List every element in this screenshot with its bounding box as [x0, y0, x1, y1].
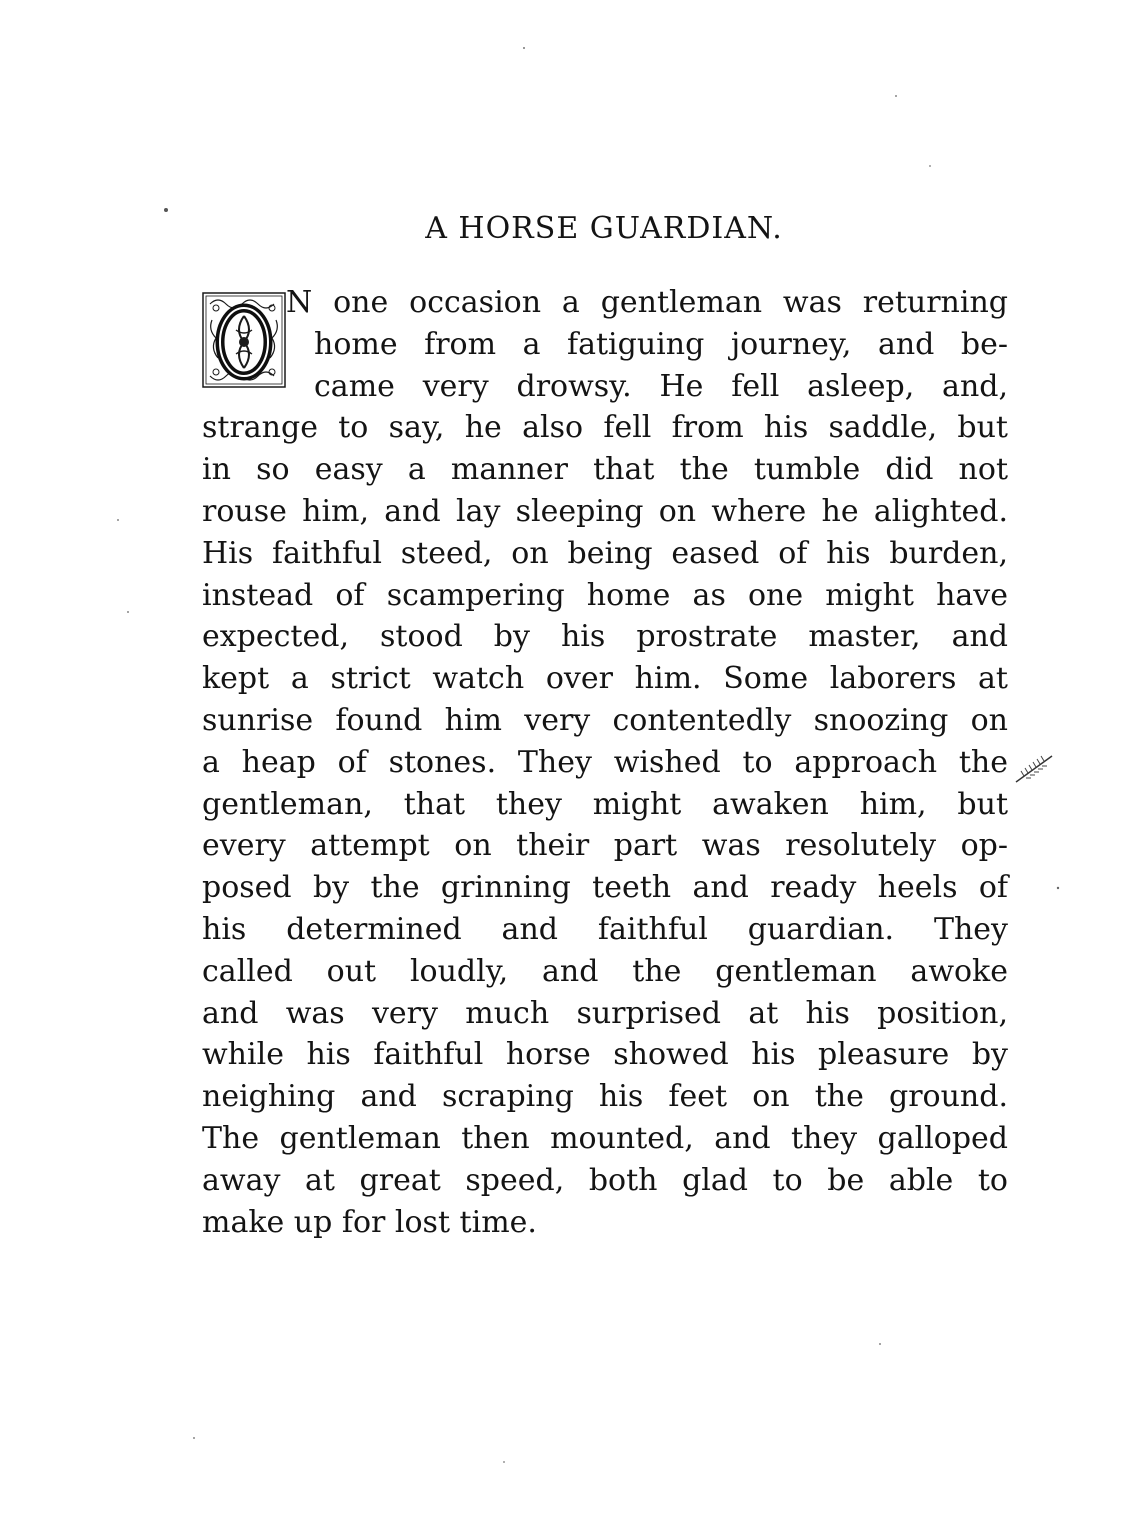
text-line: N one occasion a gentleman was returning — [286, 285, 1008, 320]
text-line: neighing and scraping his feet on the ground. — [202, 1079, 1008, 1115]
text-line: a heap of stones. They wished to approach the — [202, 744, 1008, 780]
text-line: gentleman, that they might awaken him, but — [202, 786, 1008, 822]
text-line: instead of scampering home as one might have — [202, 577, 1008, 613]
text-line: make up for lost time. — [202, 1204, 537, 1240]
text-line: rouse him, and lay sleeping on where he alighted. — [202, 493, 1008, 529]
text-line: every attempt on their part was resolutely op- — [202, 828, 1008, 864]
text-line: expected, stood by his prostrate master, and — [202, 619, 1008, 655]
text-line: called out loudly, and the gentleman awoke — [202, 953, 1008, 989]
text-line: posed by the grinning teeth and ready heels of — [202, 870, 1008, 906]
text-line: his determined and faithful guardian. They — [202, 911, 1008, 947]
text-line: away at great speed, both glad to be able to — [202, 1162, 1008, 1198]
text-line: strange to say, he also fell from his saddle, but — [202, 410, 1008, 446]
text-line: and was very much surprised at his position, — [202, 995, 1008, 1031]
story-title: A HORSE GUARDIAN. — [425, 211, 783, 246]
text-line: home from a fatiguing journey, and be- — [314, 326, 1008, 362]
text-line: The gentleman then mounted, and they galloped — [202, 1120, 1008, 1156]
text-line: came very drowsy. He fell asleep, and, — [314, 368, 1008, 404]
text-line: while his faithful horse showed his pleasure by — [202, 1037, 1008, 1073]
text-line: in so easy a manner that the tumble did not — [202, 452, 1008, 488]
text-line: sunrise found him very contentedly snoozing on — [202, 702, 1008, 738]
text-line: His faithful steed, on being eased of his burden, — [202, 535, 1008, 571]
text-line: kept a strict watch over him. Some laborers at — [202, 661, 1008, 697]
